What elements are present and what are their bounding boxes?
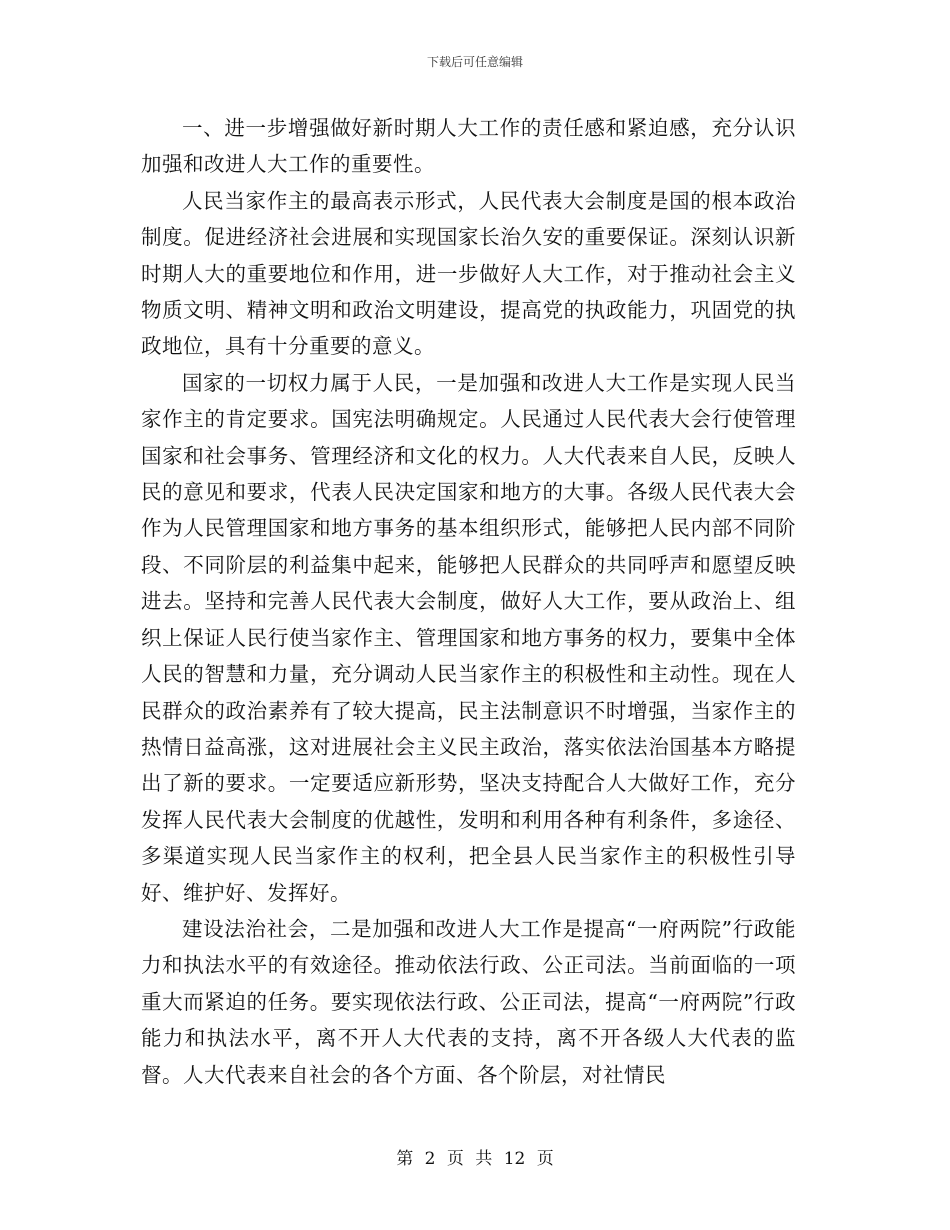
paragraph-4: 建设法治社会，二是加强和改进人大工作是提高“一府两院”行政能力和执法水平的有效途径。推动依法行政、公正司法。当前面临的一项重大而紧迫的任务。要实现依法行政、公正司法，提高“一府两院”行政能力和执法水平，离不开人大代表的支持，离不开各级人大代表的监督。人大代表来自社会的各个方面、各个阶层，对社情民 — [141, 916, 796, 1087]
paragraph-2: 人民当家作主的最高表示形式，人民代表大会制度是国的根本政治制度。促进经济社会进展和实现国家长治久安的重要保证。深刻认识新时期人大的重要地位和作用，进一步做好人大工作，对于推动社会主义物质文明、精神文明和政治文明建设，提高党的执政能力，巩固党的执政地位，具有十分重要的意义。 — [141, 188, 796, 359]
document-body — [141, 110, 796, 1093]
paragraph-3: 国家的一切权力属于人民，一是加强和改进人大工作是实现人民当家作主的肯定要求。国宪法明确规定。人民通过人民代表大会行使管理国家和社会事务、管理经济和文化的权力。人大代表来自人民，反映人民的意见和要求，代表人民决定国家和地方的大事。各级人民代表大会作为人民管理国家和地方事务的基本组织形式，能够把人民内部不同阶段、不同阶层的利益集中起来，能够把人民群众的共同呼声和愿望反映进去。坚持和完善人民代表大会制度，做好人大工作，要从政治上、组织上保证人民行使当家作主、管理国家和地方事务的权力，要集中全体人民的智慧和力量，充分调动人民当家作主的积极性和主动性。现在人民群众的政治素养有了较大提高，民主法制意识不时增强，当家作主的热情日益高涨，这对进展社会主义民主政治，落实依法治国基本方略提出了新的要求。一定要适应新形势，坚决支持配合人大做好工作，充分发挥人民代表大会制度的优越性，发明和利用各种有利条件，多途径、多渠道实现人民当家作主的权利，把全县人民当家作主的积极性引导好、维护好、发挥好。 — [141, 370, 796, 905]
paragraph-1: 一、进一步增强做好新时期人大工作的责任感和紧迫感，充分认识加强和改进人大工作的重要性。 — [141, 116, 796, 177]
page-header: 下载后可任意编辑 — [426, 55, 523, 69]
page-footer: 第 2 页 共 12 页 — [396, 1149, 554, 1169]
